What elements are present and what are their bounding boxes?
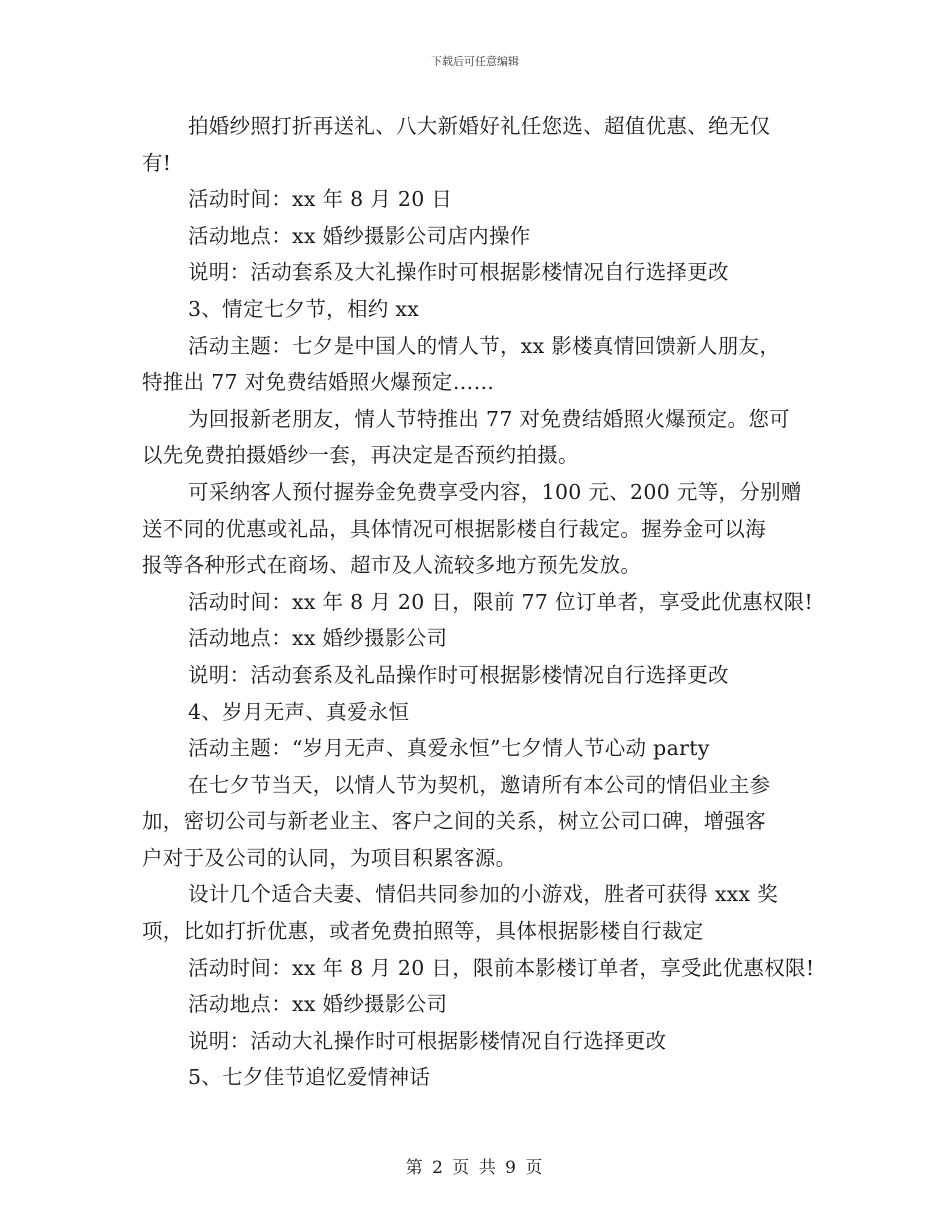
text-line: 活动时间：xx 年 8 月 20 日，限前本影楼订单者，享受此优惠权限! [188, 955, 815, 980]
text-line: 项，比如打折优惠，或者免费拍照等，具体根据影楼自行裁定 [142, 919, 704, 944]
text-line: 活动主题：“岁月无声、真爱永恒”七夕情人节心动 party [188, 736, 710, 761]
text-line: 活动主题：七夕是中国人的情人节，xx 影楼真情回馈新人朋友， [188, 333, 781, 358]
text-line: 4、岁月无声、真爱永恒 [188, 699, 410, 724]
text-line: 有! [142, 150, 172, 175]
text-line: 活动时间：xx 年 8 月 20 日 [188, 187, 453, 212]
text-line: 拍婚纱照打折再送礼、八大新婚好礼任您选、超值优惠、绝无仅 [188, 114, 771, 138]
text-line: 可采纳客人预付握券金免费享受内容，100 元、200 元等，分别赠 [188, 479, 802, 504]
text-line: 以先免费拍摄婚纱一套，再决定是否预约拍摄。 [142, 443, 579, 468]
text-line: 户对于及公司的认同，为项目积累客源。 [142, 845, 517, 870]
text-line: 3、情定七夕节，相约 xx [188, 296, 420, 321]
text-line: 送不同的优惠或礼品，具体情况可根据影楼自行裁定。握券金可以海 [142, 516, 766, 541]
text-line: 加，密切公司与新老业主、客户之间的关系，树立公司口碑，增强客 [142, 809, 766, 834]
text-line: 5、七夕佳节追忆爱情神话 [188, 1065, 431, 1090]
text-line: 活动时间：xx 年 8 月 20 日，限前 77 位订单者，享受此优惠权限! [188, 589, 814, 614]
page-header: 下载后可任意编辑 [431, 55, 519, 68]
text-line: 说明：活动大礼操作时可根据影楼情况自行选择更改 [188, 1028, 667, 1053]
text-line: 特推出 77 对免费结婚照火爆预定…… [142, 370, 495, 395]
text-line: 设计几个适合夫妻、情侣共同参加的小游戏，胜者可获得 xxx 奖 [188, 882, 779, 907]
text-line: 活动地点：xx 婚纱摄影公司 [188, 626, 448, 651]
text-line: 为回报新老朋友，情人节特推出 77 对免费结婚照火爆预定。您可 [188, 406, 790, 431]
text-line: 报等各种形式在商场、超市及人流较多地方预先发放。 [142, 553, 642, 578]
text-line: 说明：活动套系及大礼操作时可根据影楼情况自行选择更改 [188, 260, 729, 285]
text-line: 活动地点：xx 婚纱摄影公司 [188, 992, 448, 1017]
text-line: 在七夕节当天，以情人节为契机，邀请所有本公司的情侣业主参 [188, 772, 771, 797]
text-line: 说明：活动套系及礼品操作时可根据影楼情况自行选择更改 [188, 662, 729, 687]
page-number-footer: 第 2 页 共 9 页 [405, 1158, 545, 1178]
text-line: 活动地点：xx 婚纱摄影公司店内操作 [188, 223, 531, 248]
document-body [142, 108, 822, 1096]
